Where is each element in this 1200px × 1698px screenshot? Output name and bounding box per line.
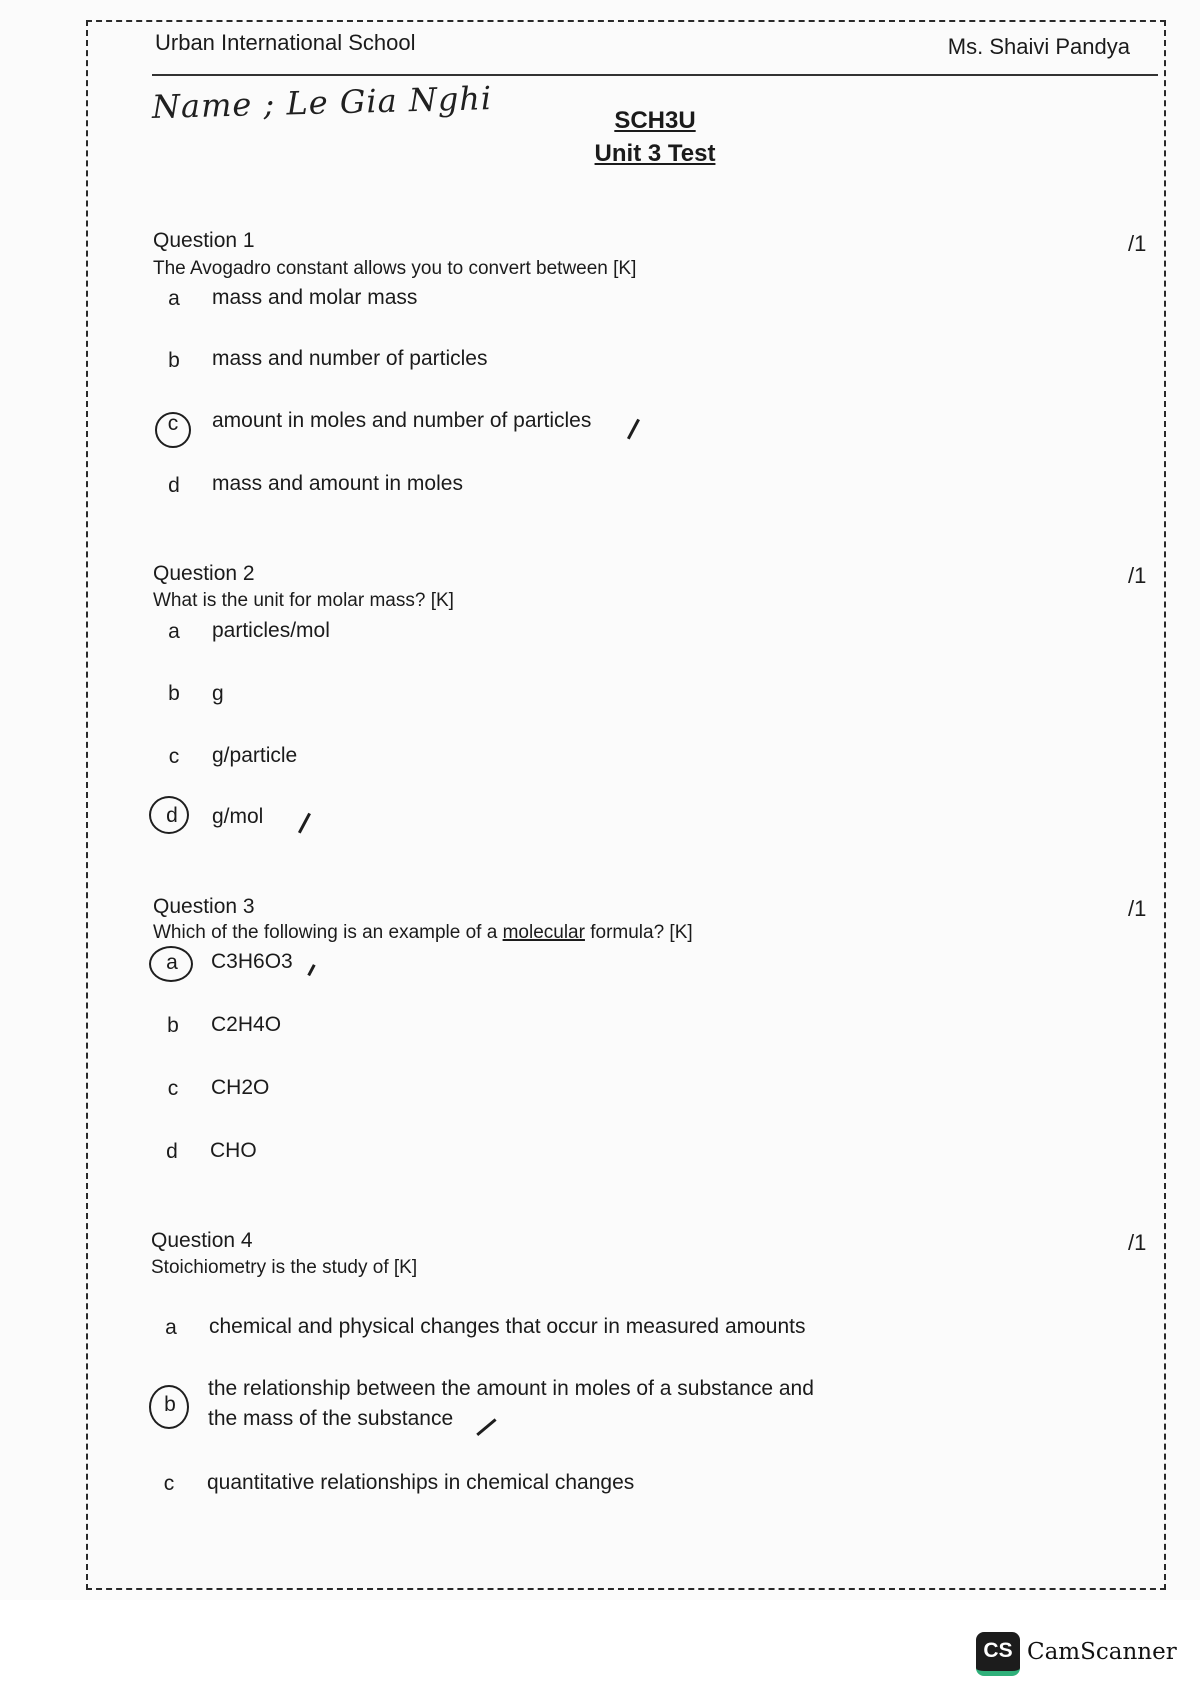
- q3-option-a-letter[interactable]: a: [166, 951, 178, 974]
- q3-option-b-letter[interactable]: b: [167, 1014, 179, 1037]
- q4-option-c-letter[interactable]: c: [163, 1472, 175, 1495]
- q4-option-a-text: chemical and physical changes that occur in measured amounts: [209, 1315, 806, 1338]
- q4-option-b-letter[interactable]: b: [164, 1393, 176, 1416]
- q2-option-d-letter[interactable]: d: [166, 804, 178, 827]
- q3-option-c-text: CH2O: [211, 1076, 270, 1099]
- q4-option-b-text-line2: the mass of the substance: [208, 1407, 454, 1430]
- test-name: Unit 3 Test: [594, 140, 716, 167]
- q1-option-c-text: amount in moles and number of particles: [212, 409, 592, 432]
- q2-option-a-letter[interactable]: a: [168, 620, 180, 643]
- q1-option-b-text: mass and number of particles: [212, 347, 488, 370]
- question-4-mark: /1: [1128, 1230, 1147, 1255]
- q4-option-c-text: quantitative relationships in chemical changes: [207, 1471, 635, 1494]
- question-3-prompt-start: Which of the following is an example of a: [153, 922, 503, 943]
- q4-option-a-letter[interactable]: a: [165, 1316, 177, 1339]
- course-code: SCH3U: [614, 107, 696, 134]
- camscanner-brand: CamScanner: [1027, 1639, 1177, 1665]
- q2-option-d-text: g/mol: [212, 805, 264, 828]
- q3-option-a-text: C3H6O3: [211, 950, 293, 973]
- q2-option-b-letter[interactable]: b: [168, 682, 180, 705]
- camscanner-logo: CS: [976, 1632, 1020, 1676]
- q2-option-a-text: particles/mol: [212, 619, 330, 642]
- question-3-mark: /1: [1128, 896, 1147, 921]
- question-1-mark: /1: [1128, 231, 1147, 256]
- q1-option-c-letter[interactable]: c: [167, 412, 179, 435]
- question-3-prompt-end: formula? [K]: [584, 922, 693, 943]
- question-3-prompt: [153, 922, 693, 944]
- q2-option-c-letter[interactable]: c: [168, 745, 180, 768]
- q4-option-b-text-line1: the relationship between the amount in moles of a substance and: [208, 1377, 814, 1400]
- question-4-title: Question 4: [151, 1229, 253, 1252]
- student-name-handwritten: Name ; Le Gia Nghi: [151, 79, 493, 126]
- test-title: [540, 104, 770, 170]
- q2-option-b-text: g: [212, 682, 224, 705]
- question-2-prompt: What is the unit for molar mass? [K]: [153, 590, 454, 611]
- question-2-mark: /1: [1128, 563, 1147, 588]
- q1-option-d-letter[interactable]: d: [168, 474, 180, 497]
- question-4-prompt: Stoichiometry is the study of [K]: [151, 1257, 418, 1278]
- question-3-title: Question 3: [153, 895, 255, 918]
- q1-option-a-letter[interactable]: a: [168, 287, 180, 310]
- question-1-title: Question 1: [153, 229, 255, 252]
- q1-option-d-text: mass and amount in moles: [212, 472, 463, 495]
- header-divider: [152, 74, 1158, 76]
- teacher-name: Ms. Shaivi Pandya: [947, 34, 1130, 59]
- q3-option-d-letter[interactable]: d: [166, 1140, 178, 1163]
- question-1-prompt: The Avogadro constant allows you to convert between [K]: [153, 258, 637, 279]
- q1-option-a-text: mass and molar mass: [212, 286, 418, 309]
- q3-option-b-text: C2H4O: [211, 1013, 282, 1036]
- school-name: Urban International School: [155, 30, 416, 55]
- question-2-title: Question 2: [153, 562, 255, 585]
- q3-option-c-letter[interactable]: c: [167, 1077, 179, 1100]
- q3-option-d-text: CHO: [210, 1139, 257, 1162]
- question-3-underlined-word: molecular: [502, 922, 585, 943]
- q2-option-c-text: g/particle: [212, 744, 298, 767]
- q1-option-b-letter[interactable]: b: [168, 349, 180, 372]
